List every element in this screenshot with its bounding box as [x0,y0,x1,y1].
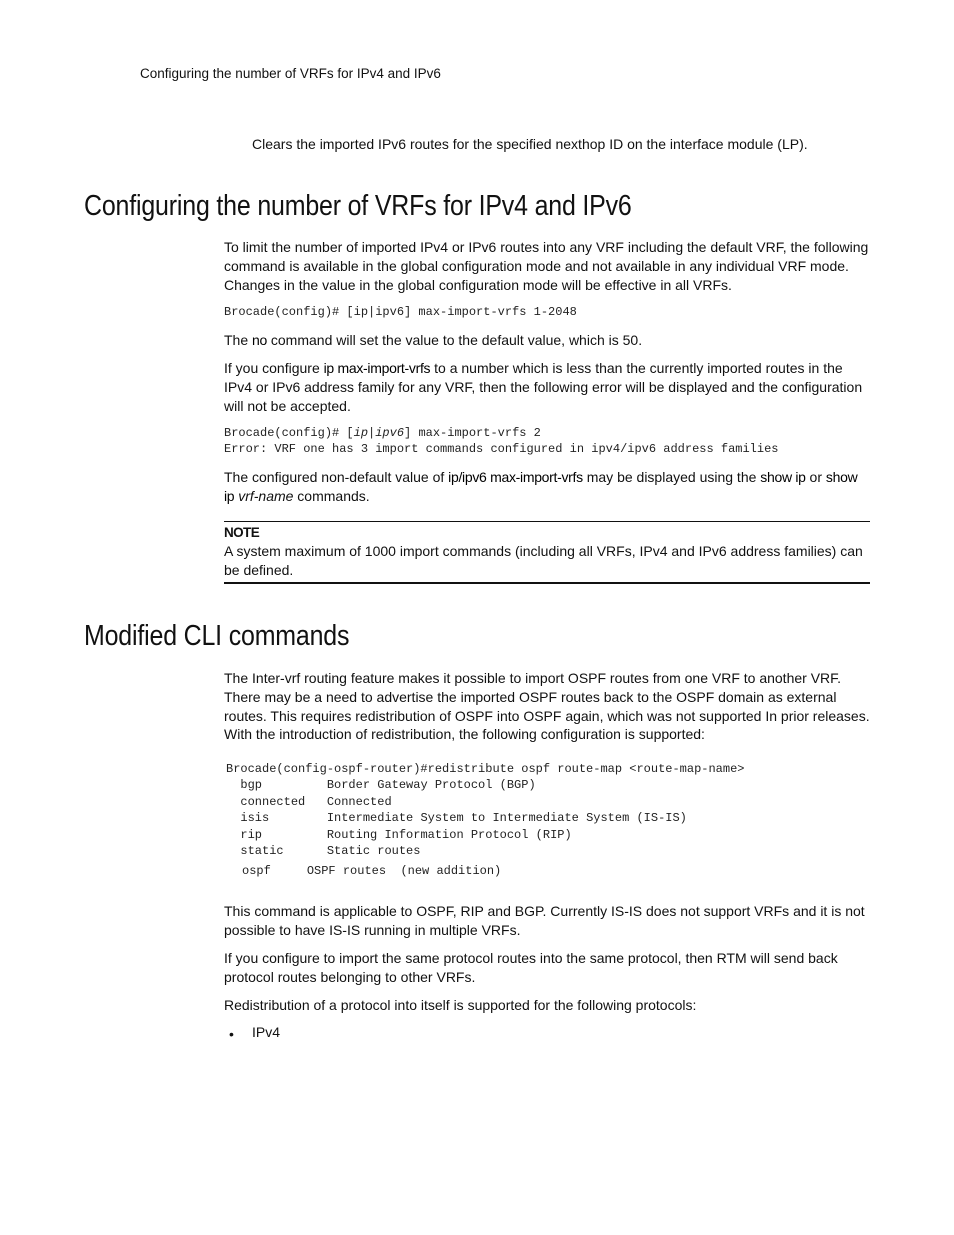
paragraph: This command is applicable to OSPF, RIP and BGP. Currently IS-IS does not support VRFs and it is not possible to have IS-IS running in multiple VRFs. [224,903,865,938]
note-bottom-rule [224,582,870,584]
paragraph: If you configure to import the same protocol routes into the same protocol, then RTM will send back protocol routes belonging to other VRFs. [224,950,838,985]
code-option: isis [240,811,270,826]
code-option: static [240,844,284,859]
bullet-icon: • [229,1026,234,1042]
code-line-ospf: ospf OSPF routes (new addition) [242,864,502,878]
keyword: ip/ipv6 max-import-vrfs [448,469,583,485]
section-heading-cli: Modified CLI commands [84,620,350,652]
variable: vrf-name [238,487,294,504]
paragraph: The configured non-default value of ip/ipv6 max-import-vrfs may be displayed using the show ip or show ip vrf-name commands. [224,469,858,504]
code-option: bgp [240,778,263,793]
list-item: IPv4 [252,1024,281,1040]
keyword: show ip [224,469,858,504]
paragraph: The Inter-vrf routing feature makes it possible to import OSPF routes from one VRF to another VRF. There may be a need to advertise the imported OSPF routes back to the OSPF domain as external routes. This requires redistribution of OSPF into OSPF again, which was not supported In prior releases. With the introduction of redistribution, the following configuration is supported: [224,670,870,743]
keyword: no [252,332,267,348]
section-heading-vrfs: Configuring the number of VRFs for IPv4 and IPv6 [84,190,632,222]
paragraph: Redistribution of a protocol into itself is supported for the following protocols: [224,997,697,1013]
paragraph: The no command will set the value to the default value, which is 50. [224,332,643,348]
intro-text: Clears the imported IPv6 routes for the specified nexthop ID on the interface module (LP). [252,136,808,152]
code-block: Brocade(config)# [ip|ipv6] max-import-vrfs 1-2048 [224,305,577,319]
code-block [226,761,744,859]
note-text: A system maximum of 1000 import commands (including all VRFs, IPv4 and IPv6 address families) can be defined. [224,543,863,578]
note-top-rule [224,521,870,522]
code-option-desc: Routing Information Protocol (RIP) [326,827,572,842]
note-title: NOTE [224,525,260,540]
code-command: Brocade(config-ospf-router)#redistribute ospf route-map <route-map-name> [226,762,745,776]
running-header: Configuring the number of VRFs for IPv4 and IPv6 [140,66,441,81]
paragraph: To limit the number of imported IPv4 or IPv6 routes into any VRF including the default VRF, the following command is available in the global configuration mode and not available in any individual VRF mode. Changes in the value in the global configuration mode will be effective in all VRFs. [224,239,869,293]
code-option-desc: Intermediate System to Intermediate System (IS-IS) [326,811,687,826]
keyword: show ip [760,469,806,485]
code-option: connected [240,794,306,809]
code-option: rip [240,827,263,842]
code-option-desc: Border Gateway Protocol (BGP) [326,778,536,793]
code-option-desc: Connected [326,794,392,809]
paragraph: If you configure ip max-import-vrfs to a number which is less than the currently imported routes in the IPv4 or IPv6 address family for any VRF, then the following error will be displayed and the configuration will not be accepted. [224,360,863,414]
code-block: Brocade(config)# [ip|ipv6] max-import-vrfs 2 Error: VRF one has 3 import commands configured in ipv4/ipv6 address families [224,426,779,457]
keyword: ip max-import-vrfs [323,360,431,376]
code-option-desc: Static routes [326,844,421,859]
